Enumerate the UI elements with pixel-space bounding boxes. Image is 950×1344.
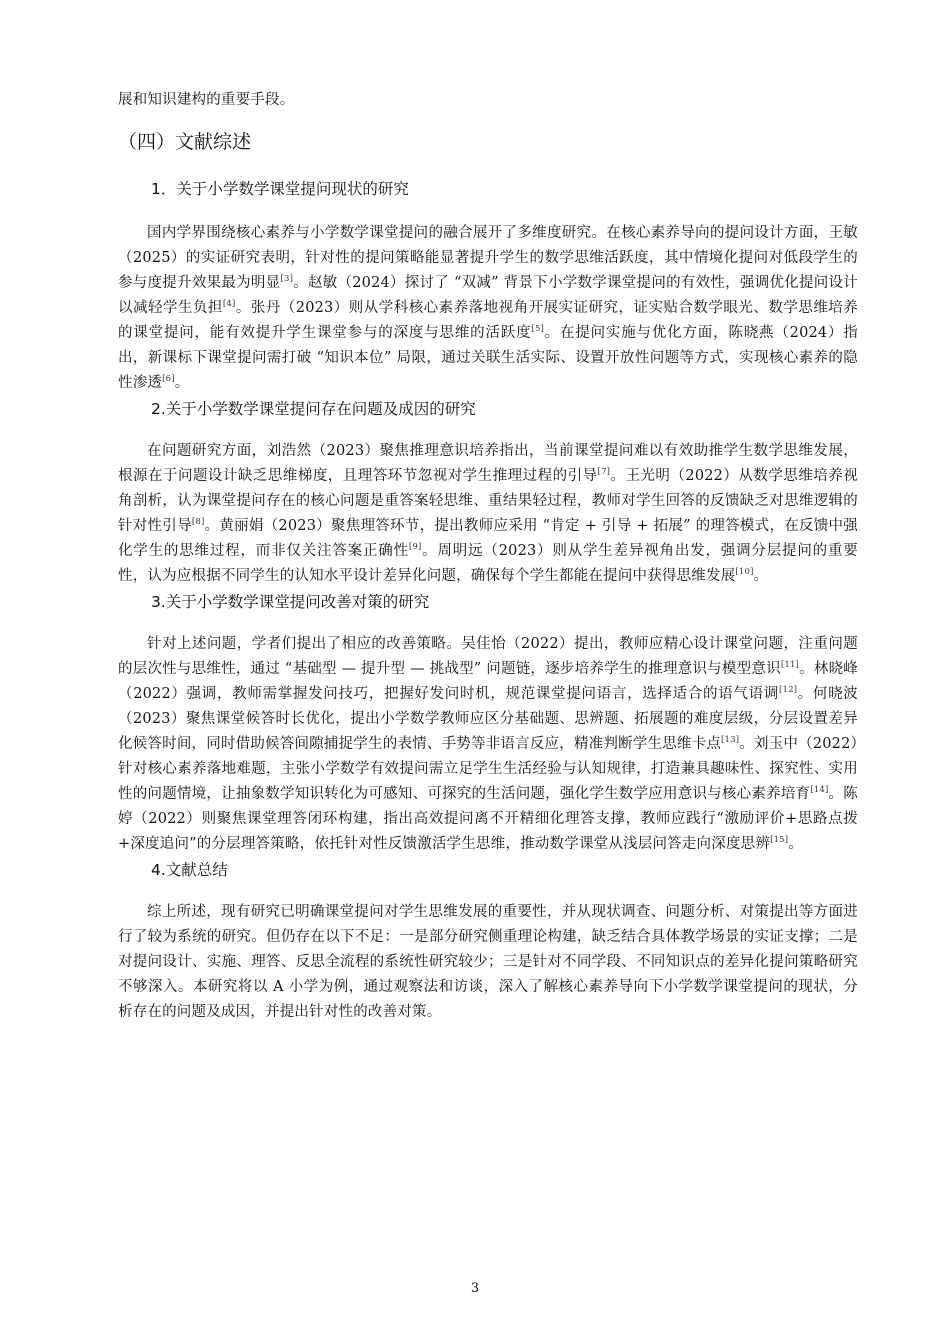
subsection-status-quo: [118, 176, 858, 396]
section-heading: （四）文献综述: [118, 131, 252, 153]
citation-marker: [4]: [222, 299, 236, 310]
paragraph-text: 。黄丽娟（2023）聚焦理答环节，提出教师应采用 “肯定 + 引导 + 拓展” 的理答模式，在反馈中强化学生的思维过程，而非仅关注答案正确性: [118, 518, 858, 559]
page-content: [118, 88, 858, 1025]
paragraph-text: 国内学界围绕核心素养与小学数学课堂提问的融合展开了多维度研究。在核心素养导向的提问设计方面，王敏（2025）的实证研究表明，针对性的提问策略能显著提升学生的数学思维活跃度，其中情境化提问对低段学生的参与度提升效果最为明显: [118, 225, 858, 291]
citation-marker: [13]: [721, 735, 740, 746]
paragraph-text: 。周明远（2023）则从学生差异视角出发，强调分层提问的重要性，认为应根据不同学生的认知水平设计差异化问题，确保每个学生都能在提问中获得思维发展: [118, 543, 858, 584]
paragraph-text: 。在提问实施与优化方面，陈晓燕（2024）指出，新课标下课堂提问需打破 “知识本位” 局限，通过关联生活实际、设置开放性问题等方式，实现核心素养的隐性渗透: [118, 325, 858, 391]
citation-marker: [15]: [770, 835, 789, 846]
citation-marker: [10]: [735, 567, 754, 578]
subsection-heading: 1．关于小学数学课堂提问现状的研究: [151, 180, 409, 198]
citation-marker: [12]: [778, 685, 798, 696]
subsection-strategies: [118, 589, 858, 857]
subsection-summary: [118, 857, 858, 1025]
paragraph-text: 。王光明（2022）从数学思维培养视角剖析，认为课堂提问存在的核心问题是重答案轻思维、重结果轻过程，教师对学生回答的反馈缺乏对思维逻辑的针对性引导: [118, 468, 858, 534]
subsection-heading: 3.关于小学数学课堂提问改善对策的研究: [151, 593, 430, 611]
subsection-paragraph: [118, 900, 858, 1025]
citation-marker: [5]: [531, 324, 545, 335]
citation-marker: [11]: [780, 660, 800, 671]
paragraph-text: 。赵敏（2024）探讨了 “双减” 背景下小学数学课堂提问的有效性，强调优化提问设计以减轻学生负担: [118, 275, 859, 316]
paragraph-text: 。: [753, 568, 769, 584]
page-number: 3: [470, 1281, 480, 1296]
subsection-paragraph: [118, 439, 858, 589]
citation-marker: [9]: [408, 542, 422, 553]
citation-marker: [3]: [280, 274, 294, 285]
paragraph-text: 。张丹（2023）则从学科核心素养落地视角开展实证研究，证实贴合数学眼光、数学思维培养的课堂提问，能有效提升学生课堂参与的深度与思维的活跃度: [118, 300, 858, 341]
intro-paragraph-tail: 展和知识建构的重要手段。: [118, 92, 295, 108]
paragraph-text: 。林晓峰（2022）强调，教师需掌握发问技巧，把握好发问时机，规范课堂提问语言，选择适合的语气语调: [118, 661, 858, 702]
paragraph-text: 。何晓波（2023）聚焦课堂候答时长优化，提出小学数学教师应区分基础题、思辨题、拓展题的难度层级，分层设置差异化候答时间，同时借助候答间隙捕捉学生的表情、手势等非语言反应，精准判断学生思维卡点: [118, 686, 858, 752]
subsection-heading: 4.文献总结: [151, 861, 228, 879]
citation-marker: [7]: [597, 467, 611, 478]
paragraph-text: 。: [174, 375, 190, 391]
paragraph-text: 。陈婷（2022）则聚焦课堂理答闭环构建，指出高效提问离不开精细化理答支撑，教师应践行“激励评价+思路点拨+深度追问”的分层理答策略，依托针对性反馈激活学生思维，推动数学课堂从浅层问答走向深度思辨: [118, 786, 858, 852]
paragraph-text: 。刘玉中（2022）针对核心素养落地难题，主张小学数学有效提问需立足学生生活经验与认知规律，打造兼具趣味性、探究性、实用性的问题情境，让抽象数学知识转化为可感知、可探究的生活问题，强化学生数学应用意识与核心素养培育: [118, 736, 858, 802]
citation-marker: [6]: [162, 374, 175, 385]
paragraph-text: 在问题研究方面，刘浩然（2023）聚焦推理意识培养指出，当前课堂提问难以有效助推学生数学思维发展，根源在于问题设计缺乏思维梯度，且理答环节忽视对学生推理过程的引导: [118, 443, 858, 484]
paragraph-text: 。: [788, 836, 804, 852]
subsection-problems: [118, 396, 858, 589]
paragraph-text: 综上所述，现有研究已明确课堂提问对学生思维发展的重要性，并从现状调查、问题分析、对策提出等方面进行了较为系统的研究。但仍存在以下不足：一是部分研究侧重理论构建，缺乏结合具体教学场景的实证支撑；二是对提问设计、实施、理答、反思全流程的系统性研究较少；三是针对不同学段、不同知识点的差异化提问策略研究不够深入。本研究将以 A 小学为例，通过观察法和访谈，深入了解核心素养导向下小学数学课堂提问的现状，分析存在的问题及成因，并提出针对性的改善对策。: [118, 904, 858, 1020]
citation-marker: [14]: [810, 785, 829, 796]
subsection-heading: 2.关于小学数学课堂提问存在问题及成因的研究: [151, 400, 476, 418]
subsection-paragraph: [118, 221, 858, 396]
subsection-paragraph: [118, 632, 858, 857]
paragraph-text: 针对上述问题，学者们提出了相应的改善策略。吴佳怡（2022）提出，教师应精心设计课堂问题，注重问题的层次性与思维性，通过 “基础型 — 提升型 — 挑战型” 问题链，逐步培养学生的推理意识与模型意识: [118, 636, 858, 677]
citation-marker: [8]: [191, 517, 205, 528]
